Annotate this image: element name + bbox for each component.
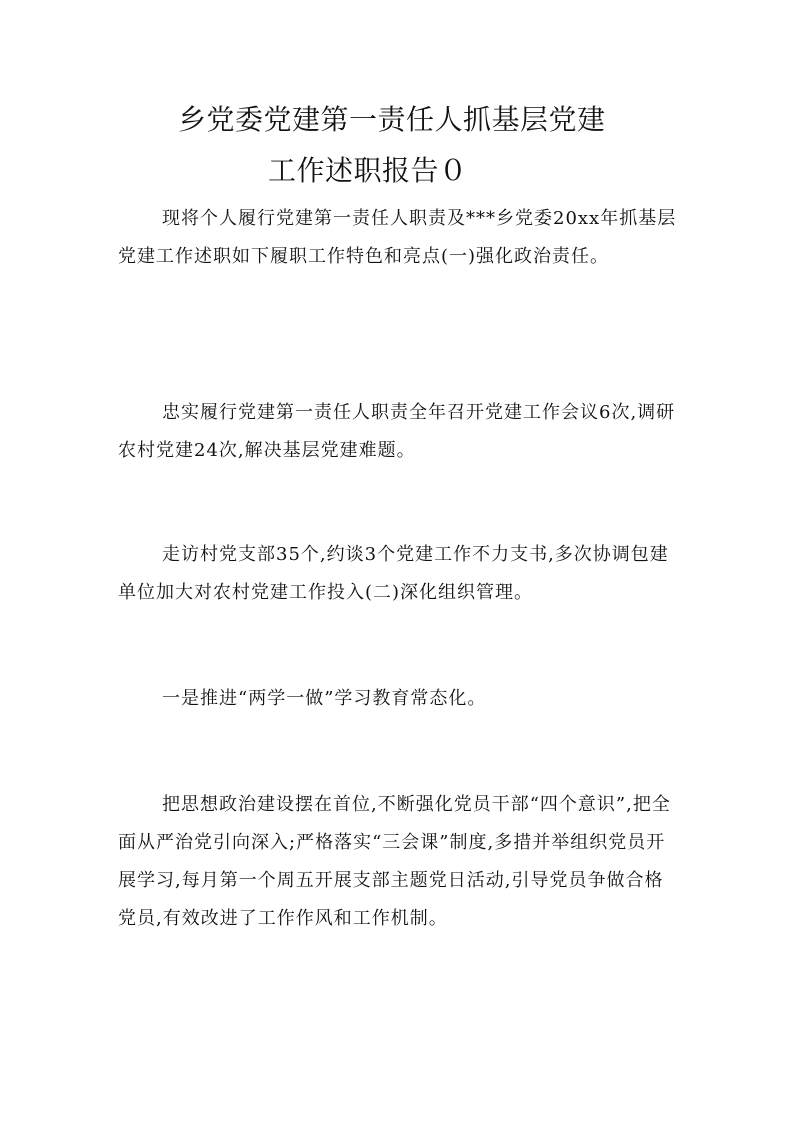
paragraph-4: 一是推进“两学一做”学习教育常态化。	[162, 688, 487, 709]
document-title-line-2: 工作述职报告０	[268, 154, 468, 187]
paragraph-3: 走访村党支部35个,约谈3个党建工作不力支书,多次协调包建单位加大对农村党建工作投入(二)深化组织管理。	[118, 544, 669, 603]
document-title-line-1: 乡党委党建第一责任人抓基层党建	[178, 103, 606, 136]
paragraph-2: 忠实履行党建第一责任人职责全年召开党建工作会议6次,调研农村党建24次,解决基层党建难题。	[118, 402, 676, 461]
paragraph-1: 现将个人履行党建第一责任人职责及***乡党委20xx年抓基层党建工作述职如下履职工作特色和亮点(一)强化政治责任。	[118, 208, 677, 267]
paragraph-5: 把思想政治建设摆在首位,不断强化党员干部“四个意识”,把全面从严治党引向深入;严格落实“三会课”制度,多措并举组织党员开展学习,每月第一个周五开展支部主题党日活动,引导党员争做合格党员,有效改进了工作作风和工作机制。	[118, 794, 671, 929]
